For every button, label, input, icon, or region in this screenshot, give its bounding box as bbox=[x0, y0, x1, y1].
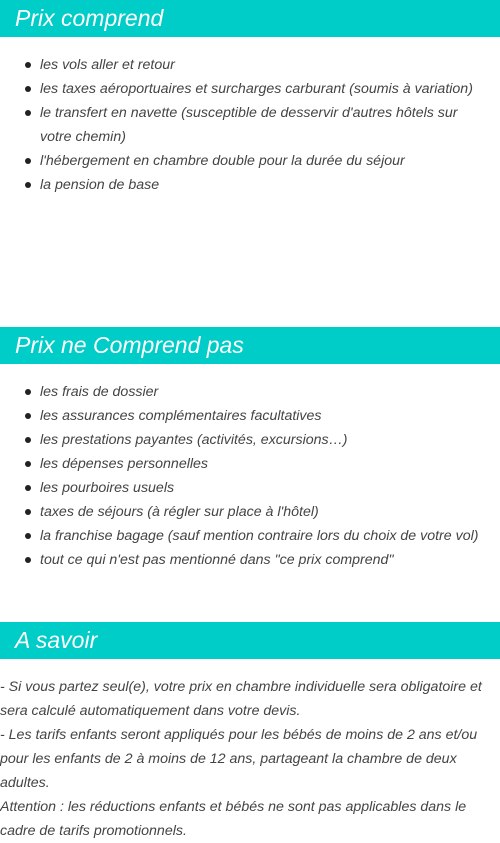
section-header-prix-comprend bbox=[0, 0, 500, 37]
list-item-text: les assurances complémentaires facultatives bbox=[40, 408, 322, 424]
list-item bbox=[40, 476, 500, 500]
section-title: A savoir bbox=[15, 627, 98, 653]
section-header-a-savoir bbox=[0, 622, 500, 659]
list-item-text: la pension de base bbox=[40, 177, 160, 193]
bullet-icon bbox=[25, 485, 31, 491]
list-item-text: tout ce qui n'est pas mentionné dans "ce prix comprend" bbox=[40, 552, 394, 568]
paragraph: - Si vous partez seul(e), votre prix en chambre individuelle sera obligatoire et sera calculé automatiquement dans votre devis. bbox=[0, 679, 482, 719]
list-item-text: les prestations payantes (activités, excursions…) bbox=[40, 432, 348, 448]
bullet-icon bbox=[25, 413, 31, 419]
list-item bbox=[40, 53, 500, 77]
section-title: Prix comprend bbox=[15, 5, 164, 31]
list-item-text: les dépenses personnelles bbox=[40, 456, 208, 472]
list-item bbox=[40, 173, 500, 197]
section-title: Prix ne Comprend pas bbox=[15, 332, 244, 358]
bullet-icon bbox=[25, 86, 31, 92]
bullet-icon bbox=[25, 110, 31, 116]
section-header-prix-ne-comprend-pas bbox=[0, 327, 500, 364]
list-item bbox=[40, 548, 500, 572]
bullet-icon bbox=[25, 557, 31, 563]
paragraph: Attention : les réductions enfants et bébés ne sont pas applicables dans le cadre de tarifs promotionnels. bbox=[0, 799, 467, 839]
a-savoir-text bbox=[0, 675, 500, 843]
list-item-text: les taxes aéroportuaires et surcharges carburant (soumis à variation) bbox=[40, 81, 473, 97]
paragraph: - Les tarifs enfants seront appliqués pour les bébés de moins de 2 ans et/ou pour les enfants de 2 à moins de 12 ans, partageant la chambre de deux adultes. bbox=[0, 727, 478, 791]
list-item bbox=[40, 524, 500, 548]
list-item bbox=[40, 428, 500, 452]
list-item bbox=[40, 500, 500, 524]
list-item bbox=[40, 77, 500, 101]
list-item-text: les pourboires usuels bbox=[40, 480, 175, 496]
bullet-icon bbox=[25, 62, 31, 68]
list-item-text: la franchise bagage (sauf mention contraire lors du choix de votre vol) bbox=[40, 528, 479, 544]
bullet-icon bbox=[25, 182, 31, 188]
list-item-text: les frais de dossier bbox=[40, 384, 159, 400]
list-item bbox=[40, 149, 500, 173]
list-item-text: l'hébergement en chambre double pour la durée du séjour bbox=[40, 153, 405, 169]
list-item bbox=[40, 452, 500, 476]
list-item bbox=[40, 101, 500, 149]
included-list bbox=[0, 53, 500, 197]
list-item-text: le transfert en navette (susceptible de desservir d'autres hôtels sur votre chemin) bbox=[40, 105, 458, 145]
list-item bbox=[40, 404, 500, 428]
bullet-icon bbox=[25, 158, 31, 164]
bullet-icon bbox=[25, 437, 31, 443]
bullet-icon bbox=[25, 461, 31, 467]
bullet-icon bbox=[25, 509, 31, 515]
list-item bbox=[40, 380, 500, 404]
bullet-icon bbox=[25, 533, 31, 539]
list-item-text: les vols aller et retour bbox=[40, 57, 175, 73]
list-item-text: taxes de séjours (à régler sur place à l'hôtel) bbox=[40, 504, 319, 520]
bullet-icon bbox=[25, 389, 31, 395]
not-included-list bbox=[0, 380, 500, 572]
